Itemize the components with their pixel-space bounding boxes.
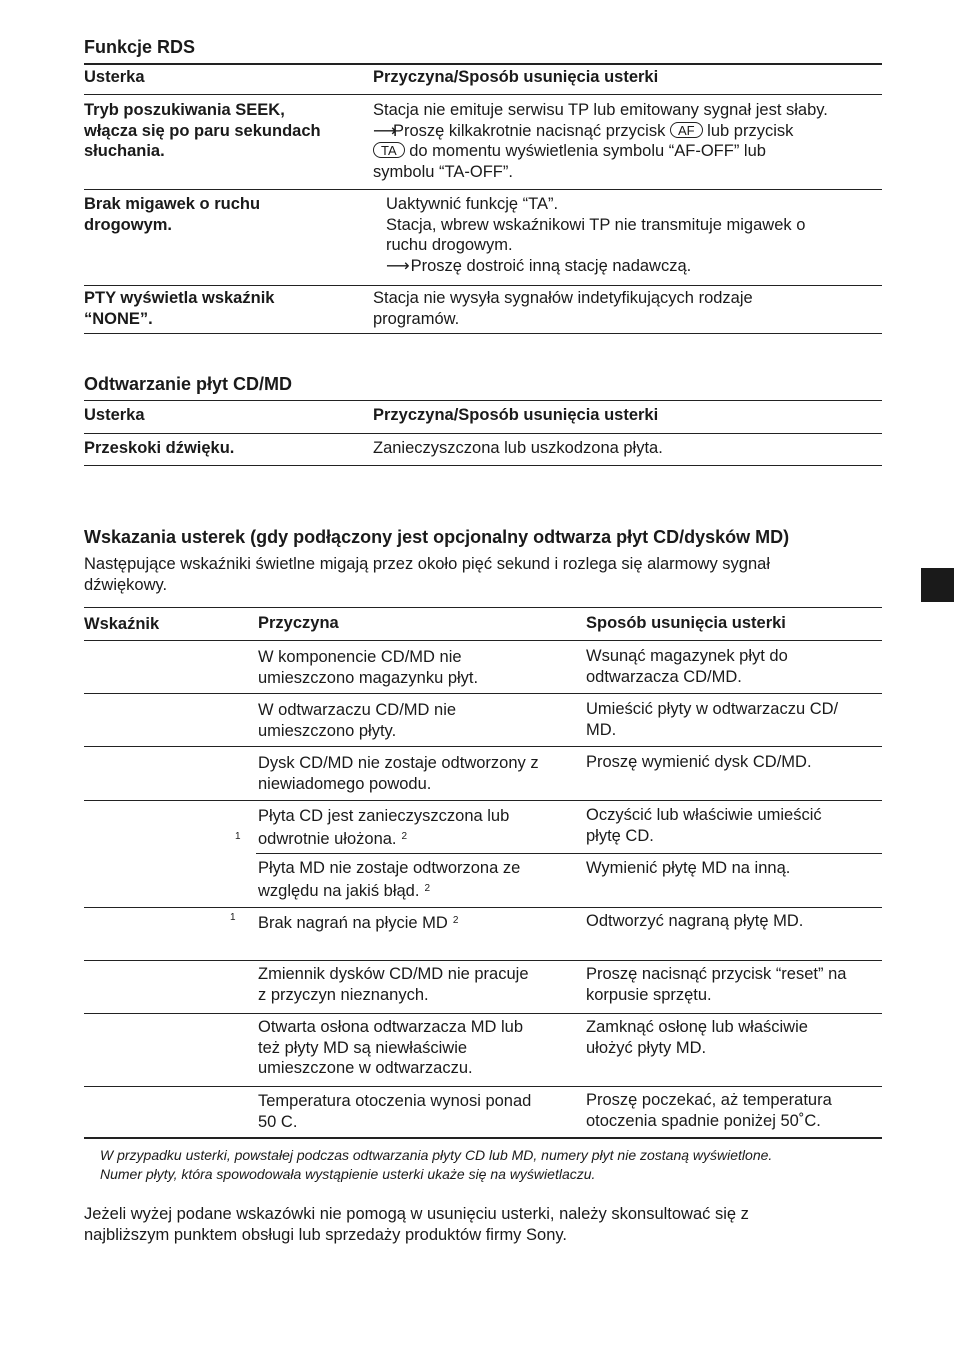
table-rule [84,433,882,434]
column-header: Przyczyna/Sposób usunięcia usterki [373,406,659,424]
arrow-right-icon: ⟶ [386,256,410,275]
footnote-marker: 1 [235,831,241,842]
error-cause: Płyta CD jest zanieczyszczona lub odwrotnie ułożona. $^2$ [258,807,510,848]
fault-no-traffic: Brak migawek o ruchu drogowym. [84,195,261,234]
error-cause: W odtwarzaczu CD/MD nie umieszczono płyty. [258,701,457,740]
table-rule [84,746,882,747]
column-header: Wskaźnik [84,615,160,633]
fix-skipping: Zanieczyszczona lub uszkodzona płyta. [373,439,663,457]
table-rule [84,94,882,95]
table-rule [84,285,882,286]
table-rule [84,693,882,694]
section-title-rds: Funkcje RDS [84,37,196,57]
fault-seek: Tryb poszukiwania SEEK, włącza się po paru sekundach słuchania. [84,101,321,160]
error-cause: Płyta MD nie zostaje odtworzona ze względu na jakiś błąd. $^2$ [258,859,521,900]
fault-skipping: Przeskoki dźwięku. [84,439,235,457]
section-title-errors: Wskazania usterek (gdy podłączony jest opcjonalny odtwarza płyt CD/dysków MD) [84,527,790,547]
fault-pty-none: PTY wyświetla wskaźnik “NONE”. [84,289,275,328]
table-rule [256,853,882,854]
error-fix: Proszę nacisnąć przycisk “reset” na korpusie sprzętu. [586,965,847,1004]
error-fix: Umieścić płyty w odtwarzaczu CD/ MD. [586,700,839,739]
section-title-cdmd: Odtwarzanie płyt CD/MD [84,374,293,394]
table-rule [84,640,882,641]
error-fix: Zamknąć osłonę lub właściwie ułożyć płyty MD. [586,1018,808,1057]
ta-button-icon: TA [373,142,405,158]
column-header: Usterka [84,406,145,424]
error-cause: Temperatura otoczenia wynosi ponad 50 C. [258,1092,532,1131]
footnote: W przypadku usterki, powstałej podczas odtwarzania płyty CD lub MD, numery płyt nie zostaną wyświetlone. Numer płyty, która spowodowała wystąpienie usterki ukaże się na wyświetlaczu. [100,1147,773,1182]
error-cause: W komponencie CD/MD nie umieszczono magazynku płyt. [258,648,479,687]
footnote-marker: 1 [230,912,236,923]
table-rule [84,333,882,334]
table-rule [84,63,882,65]
fix-seek: Stacja nie emituje serwisu TP lub emitowany sygnał jest słaby. ⟶Proszę kilkakrotnie nacisnąć przycisk AF lub przycisk TA do momentu wyświetlenia symbolu “AF-OFF” lub symbolu “TA-OFF”. [373,101,828,181]
error-fix: Proszę wymienić dysk CD/MD. [586,753,812,771]
column-header: Sposób usunięcia usterki [586,614,786,632]
table-rule [84,1013,882,1014]
closing-note: Jeżeli wyżej podane wskazówki nie pomogą w usunięciu usterki, należy skonsultować się z najbliższym punktem obsługi lub sprzedaży produktów firmy Sony. [84,1205,749,1244]
column-header: Usterka [84,68,145,86]
error-fix: Proszę poczekać, aż temperatura otoczenia spadnie poniżej 50˚C. [586,1091,832,1130]
table-rule [84,800,882,801]
table-rule [84,1137,882,1139]
column-header: Przyczyna [258,614,339,632]
error-cause: Brak nagrań na płycie MD $^2$ [258,914,459,932]
error-cause: Otwarta osłona odtwarzacza MD lub też płyty MD są niewłaściwie umieszczone w odtwarzaczu. [258,1018,524,1077]
table-rule [84,189,882,190]
fix-pty-none: Stacja nie wysyła sygnałów indetyfikujących rodzaje programów. [373,289,753,328]
fix-no-traffic: Uaktywnić funkcję “TA”. Stacja, wbrew wskaźnikowi TP nie transmituje migawek o ruchu drogowym. ⟶ Proszę dostroić inną stację nadawczą. [386,195,806,275]
table-rule [84,960,882,961]
error-fix: Odtworzyć nagraną płytę MD. [586,912,804,930]
error-fix: Wsunąć magazynek płyt do odtwarzacza CD/MD. [586,647,788,686]
column-header: Przyczyna/Sposób usunięcia usterki [373,68,659,86]
table-rule [84,1086,882,1087]
error-fix: Wymienić płytę MD na inną. [586,859,791,877]
chapter-tab-marker [921,568,954,602]
table-rule [84,607,882,608]
table-rule [84,465,882,466]
table-rule [84,907,882,908]
error-cause: Zmiennik dysków CD/MD nie pracuje z przyczyn nieznanych. [258,965,529,1004]
error-fix: Oczyścić lub właściwie umieścić płytę CD. [586,806,822,845]
table-rule [84,400,882,401]
af-button-icon: AF [670,122,703,138]
error-cause: Dysk CD/MD nie zostaje odtworzony z niewiadomego powodu. [258,754,539,793]
arrow-right-icon: ⟶ [373,121,397,140]
errors-intro: Następujące wskaźniki świetlne migają przez około pięć sekund i rozlega się alarmowy sygnał dźwiękowy. [84,555,770,594]
